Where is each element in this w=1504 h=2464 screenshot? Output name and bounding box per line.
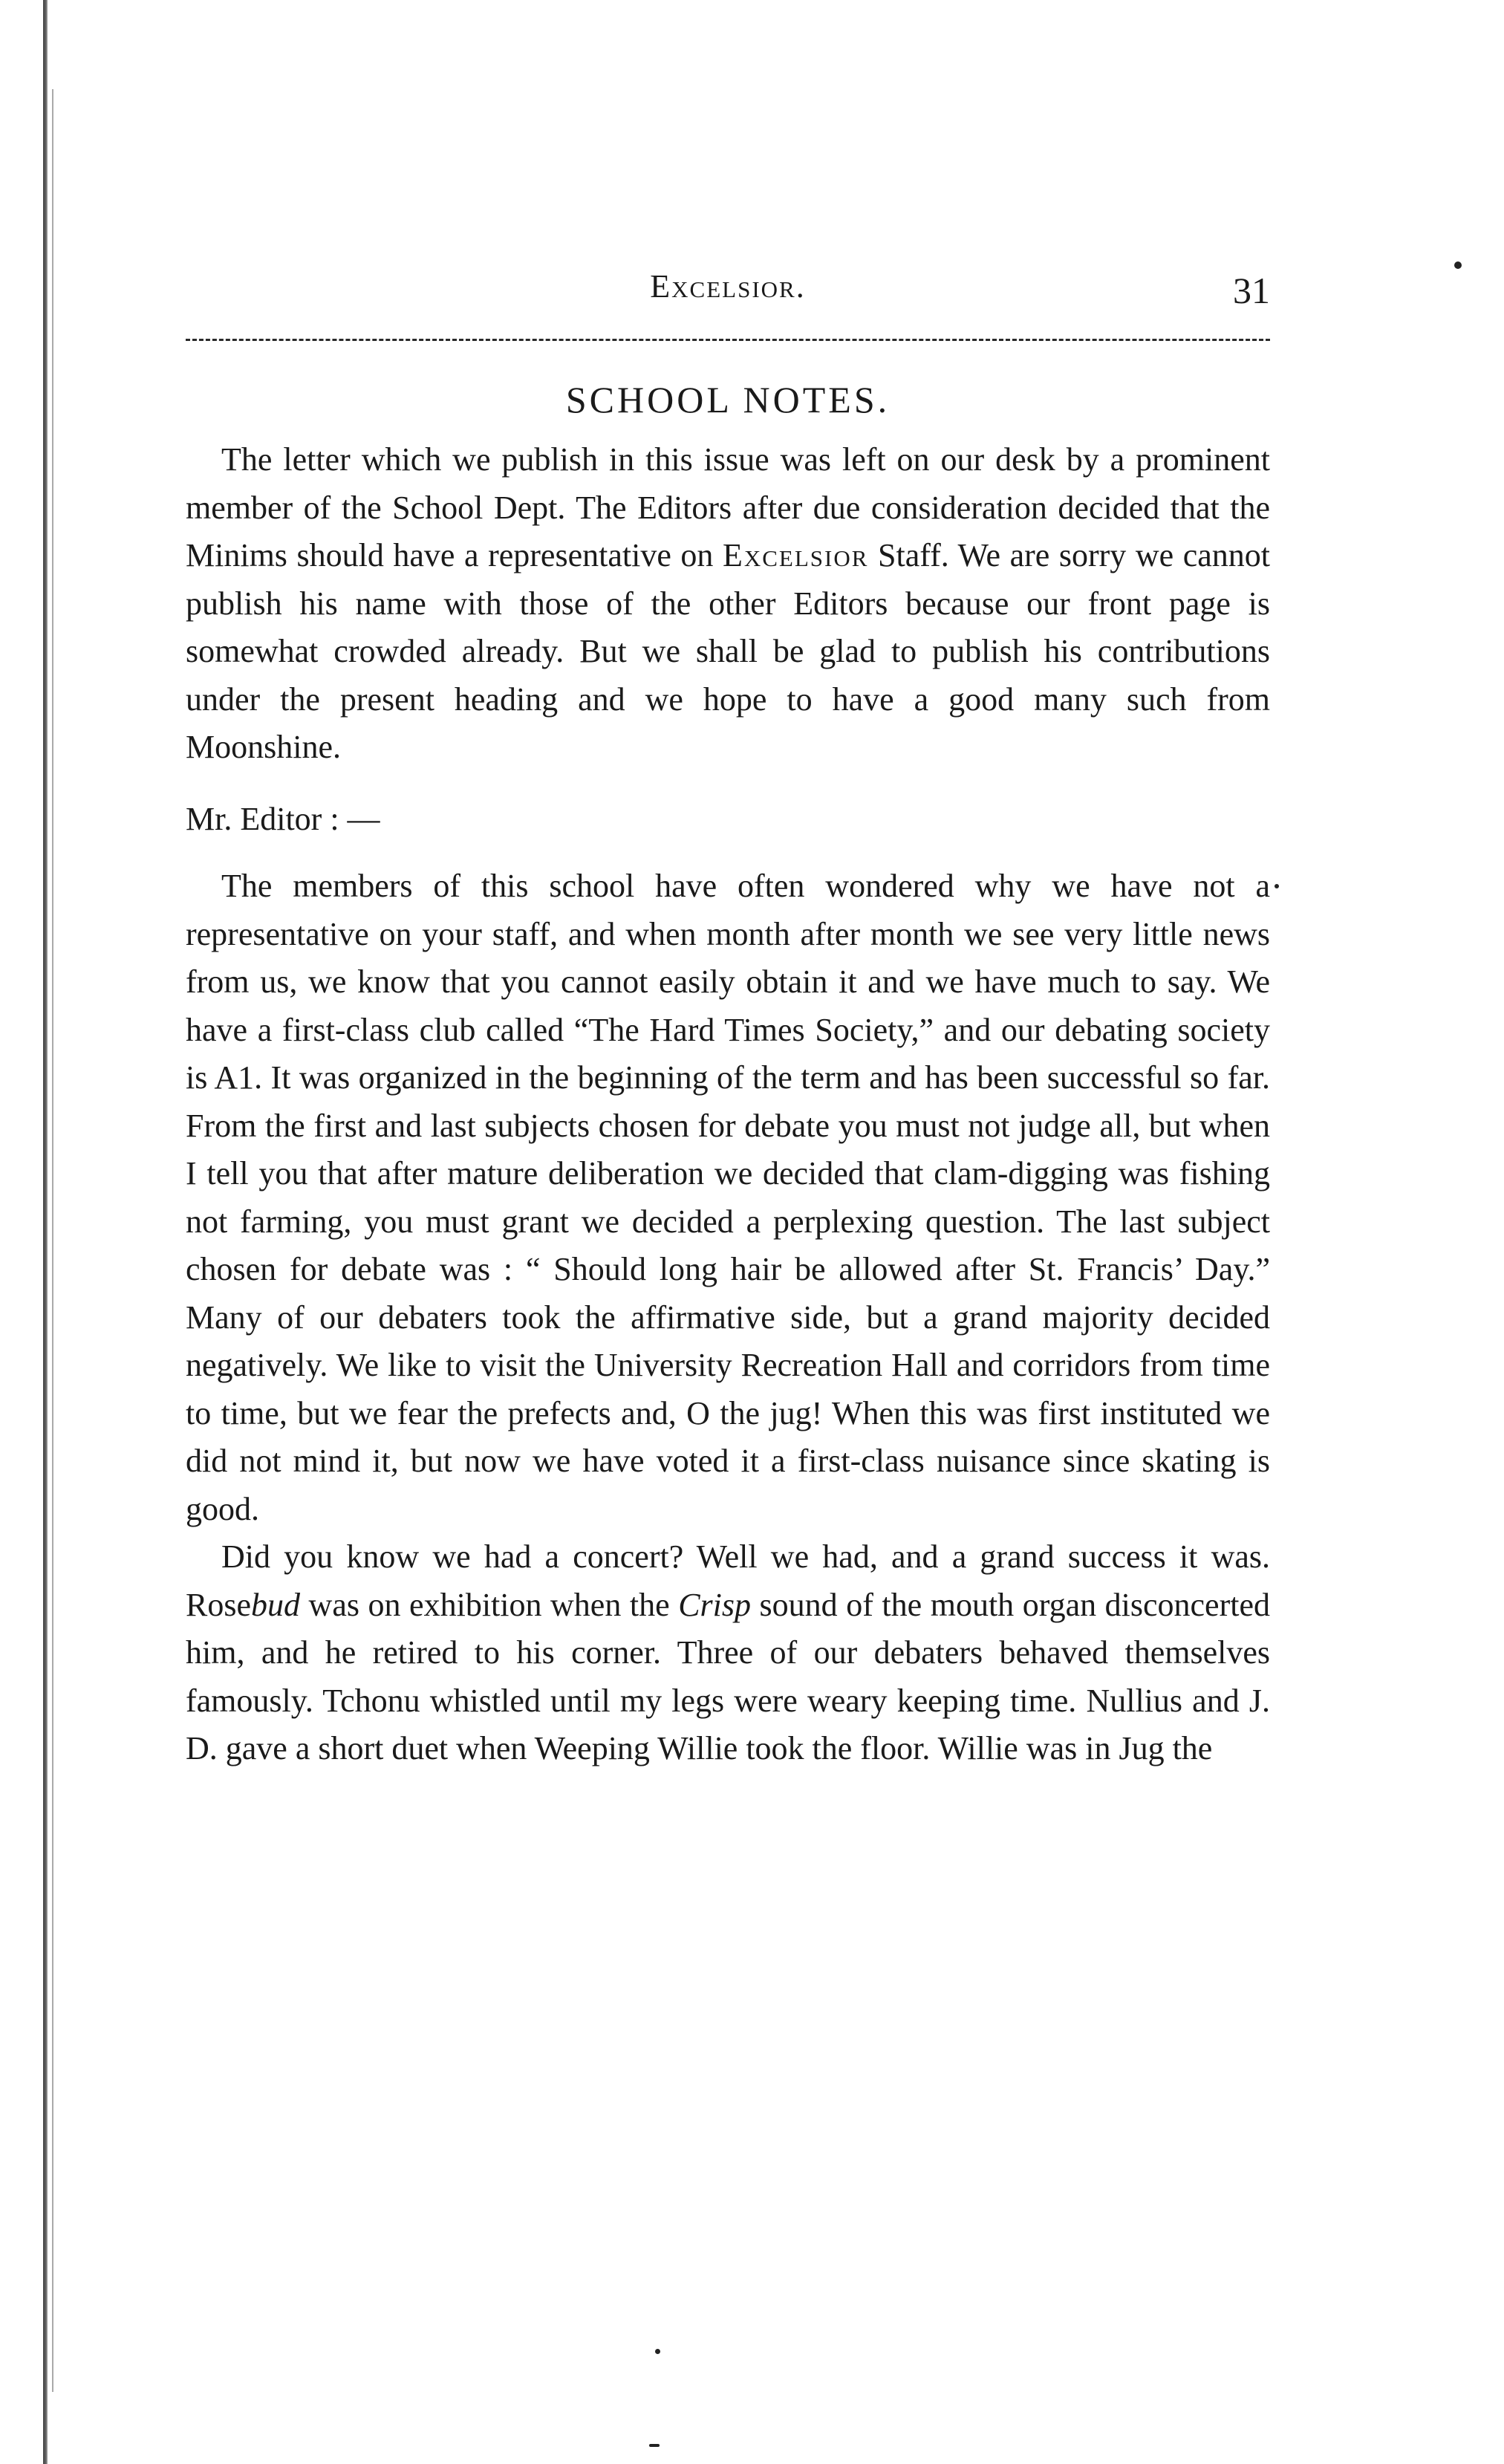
page-number: 31 bbox=[1233, 270, 1270, 311]
page-binding-edge bbox=[43, 0, 48, 2464]
intro-text-1: The letter which we publish in this issue was left on our desk by a prominent member of the School Dept. The Editors after due consideration decided that the Minims should have a representative on bbox=[186, 441, 1270, 573]
ink-speck bbox=[1454, 261, 1462, 269]
section-title: SCHOOL NOTES. bbox=[565, 379, 891, 420]
ink-speck bbox=[1275, 884, 1279, 888]
ink-speck bbox=[649, 2444, 660, 2447]
letter-p2-italic-crisp: Crisp bbox=[678, 1586, 752, 1623]
letter-p2-italic-bud: bud bbox=[251, 1586, 300, 1623]
page-content bbox=[186, 267, 1270, 1773]
intro-text-2: Staff. We are sorry we cannot publish his name with those of the other Editors because our front page is somewhat crowded already. But we shall be glad to publish his contributions under the present heading and we hope to have a good many such from Moonshine. bbox=[186, 537, 1271, 765]
running-head bbox=[186, 267, 1270, 312]
letter-paragraph-1: The members of this school have often wondered why we have not a representative on your staff, and when month after month we see very little news from us, we know that you cannot easily obtain it and we have much to say. We have a first-class club called “The Hard Times Society,” and our debating society is A1. It was organized in the beginning of the term and has been successful so far. From the first and last subjects chosen for debate you must not judge all, but when I tell you that after mature deliberation we decided that clam-digging was fishing not farming, you must grant we decided a perplexing question. The last subject chosen for debate was : “ Should long hair be allowed after St. Francis’ Day.” Many of our debaters took the affirmative side, but a grand majority decided negatively. We like to visit the University Recreation Hall and corridors from time to time, but we fear the prefects and, O the jug! When this was first instituted we did not mind it, but now we have voted it a first-class nuisance since skating is good. bbox=[186, 868, 1270, 1527]
journal-title: Excelsior. bbox=[650, 268, 806, 305]
ink-speck bbox=[655, 2349, 660, 2354]
letter-salutation: Mr. Editor : — bbox=[186, 800, 380, 837]
letter-p2-text-2: was on exhibition when the bbox=[300, 1586, 679, 1623]
intro-paragraph bbox=[186, 436, 1270, 772]
letter-p2-text-1: Did you know we had a concert? Well we had, and a grand success it was. Rose bbox=[186, 1538, 1270, 1623]
letter-paragraph-2 bbox=[186, 1533, 1270, 1773]
masthead-name: Excelsior bbox=[722, 537, 869, 573]
letter-p2-text-3: sound of the mouth organ disconcerted him, and he retired to his corner. Three of our debaters behaved themselves famously. Tchonu whistled until my legs were weary keeping time. Nullius and J. D. gave a short duet when Weeping Willie took the floor. Willie was in Jug the bbox=[186, 1586, 1270, 1766]
header-rule bbox=[186, 339, 1270, 341]
page-binding-shadow bbox=[52, 89, 53, 2392]
running-title bbox=[186, 267, 1270, 305]
